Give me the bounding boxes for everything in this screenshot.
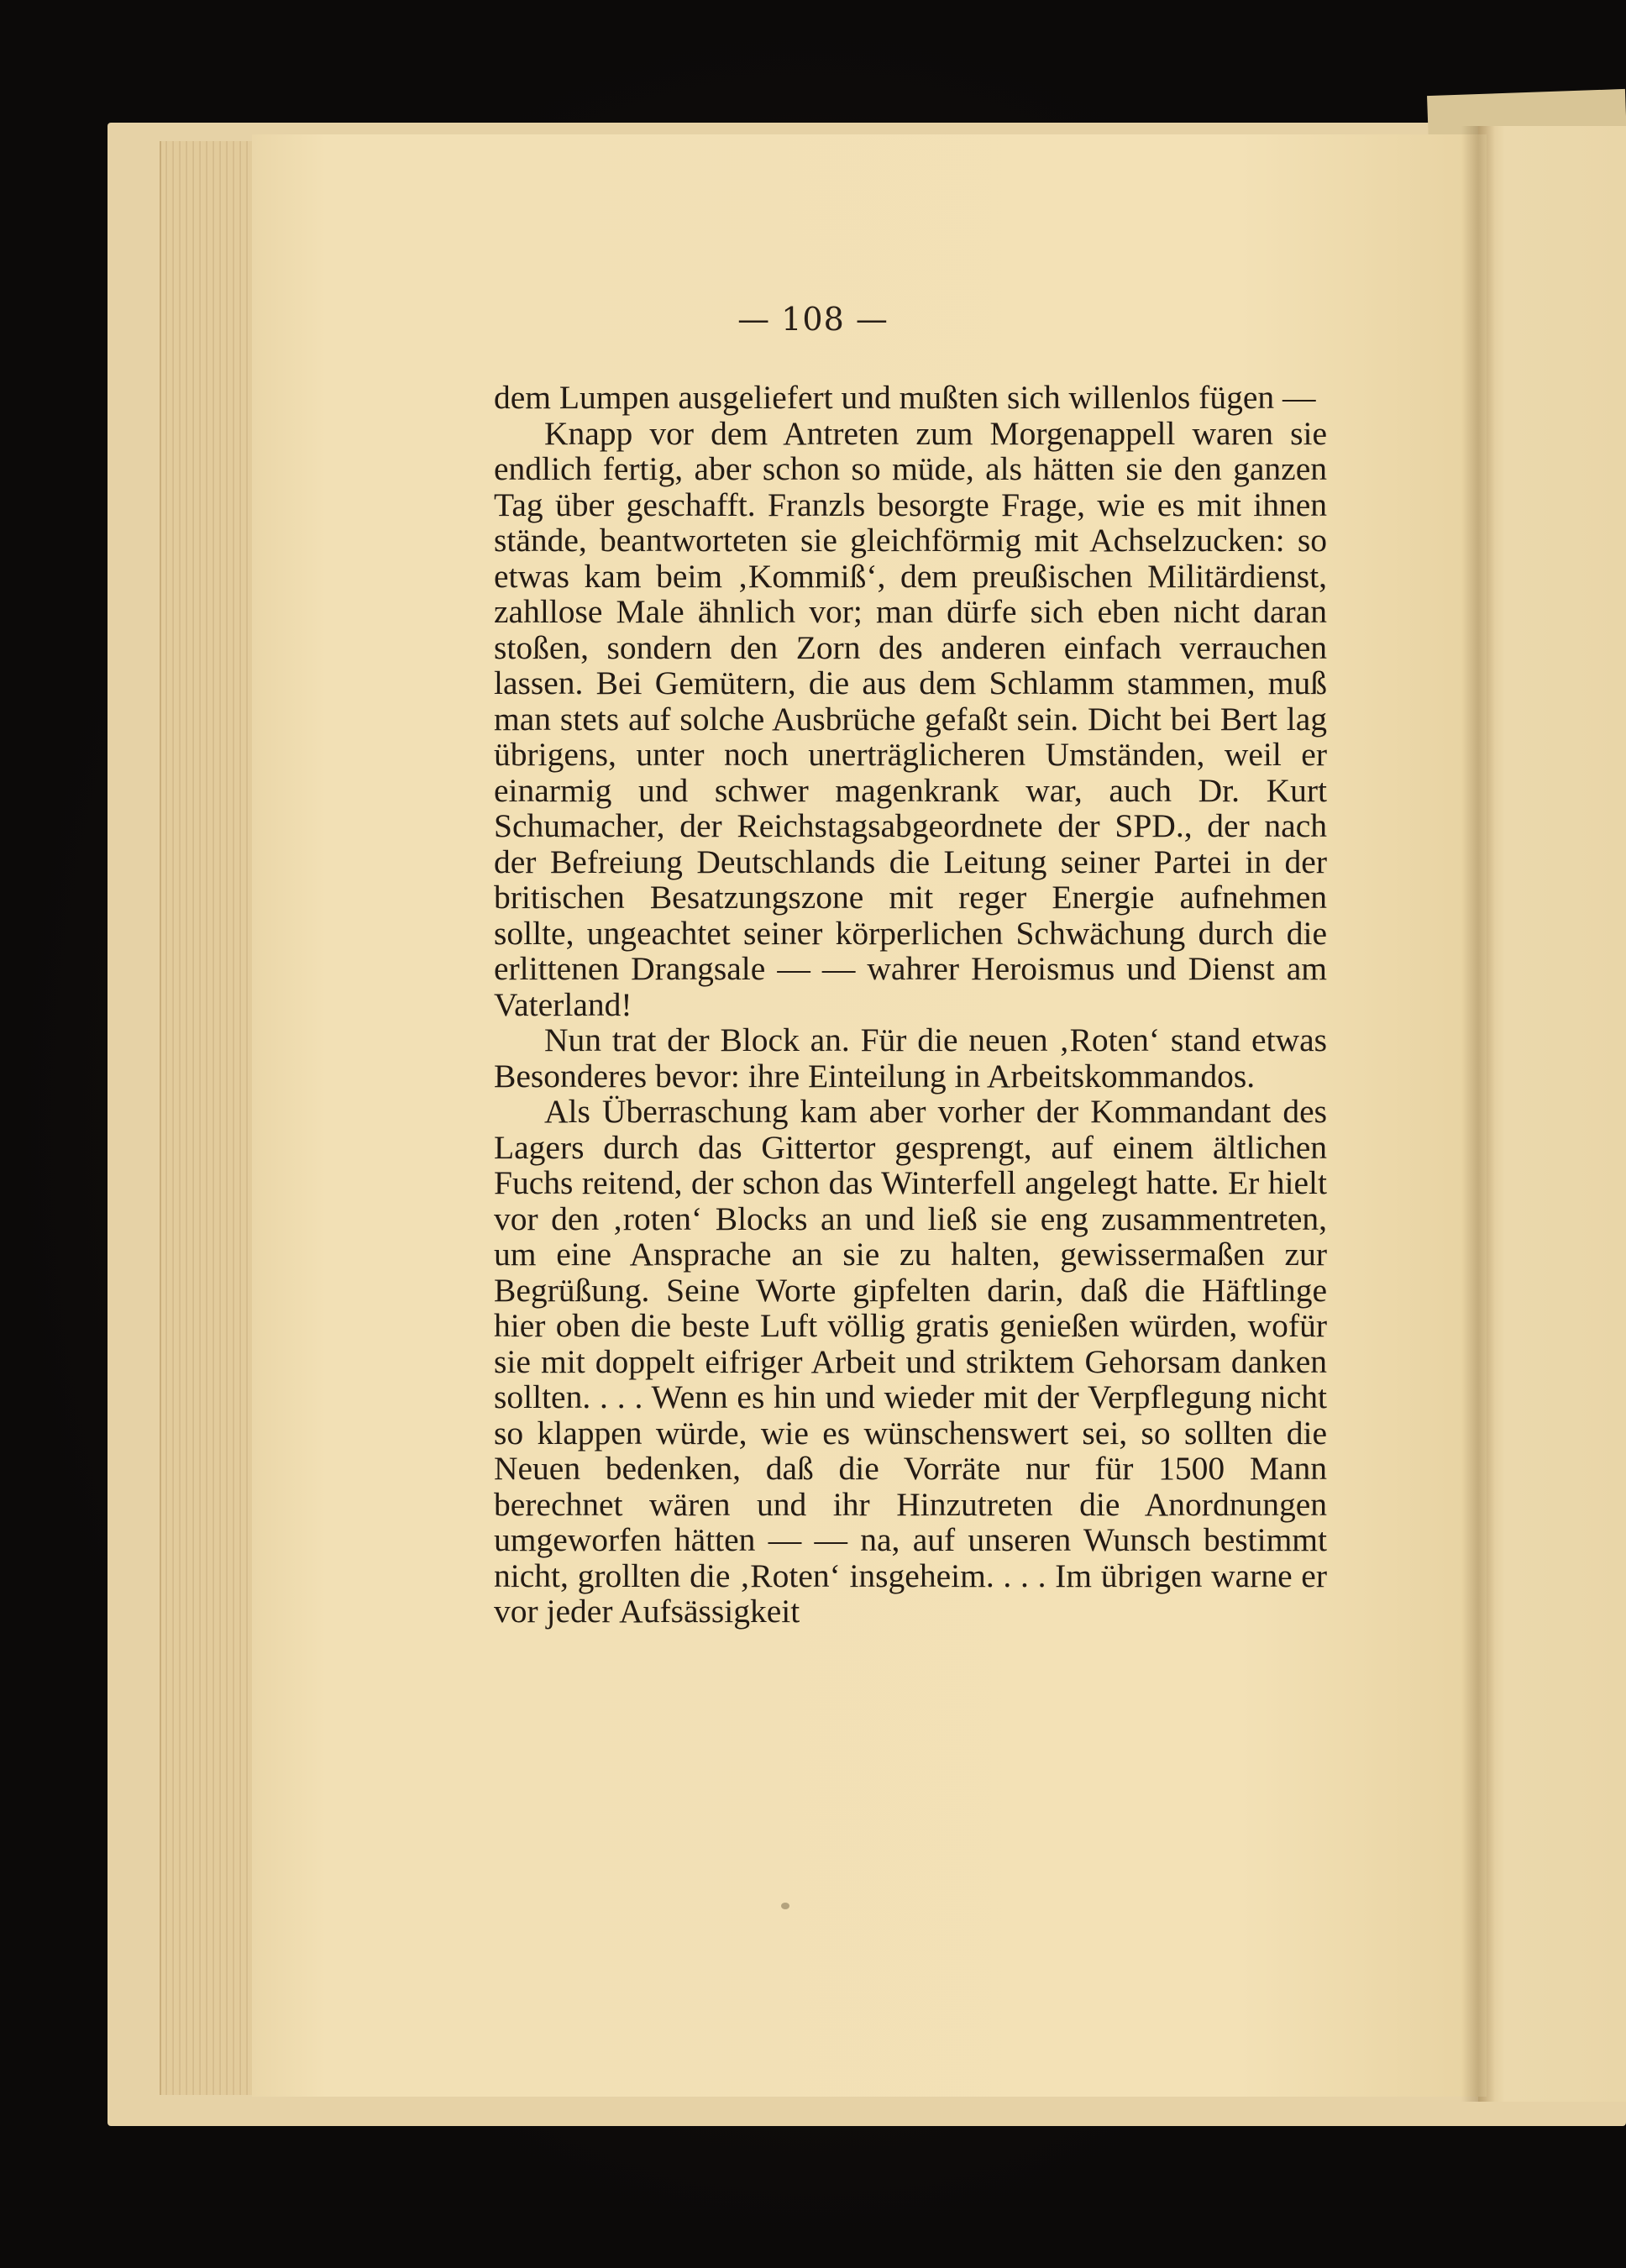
page-number: — 108 —	[737, 301, 889, 338]
paper-speck	[781, 1903, 789, 1909]
paragraph: Nun trat der Block an. Für die neuen ‚Roten‘ stand etwas Besonderes bevor: ihre Einteilung in Arbeitskommandos.	[494, 1021, 1327, 1095]
page-gutter	[1461, 126, 1495, 2102]
facing-page-edge	[1478, 126, 1626, 2102]
paragraph: Knapp vor dem Antreten zum Morgenappell waren sie endlich fertig, aber schon so müde, als hätten sie den ganzen Tag über geschafft. Franzls besorgte Frage, wie es mit ihnen stände, beantworteten sie gleichförmig mit Achselzucken: so etwas kam beim ‚Kommiß‘, dem preußischen Militärdienst, zahllose Male ähnlich vor; man dürfe sich eben nicht daran stoßen, sondern den Zorn des anderen einfach verrauchen lassen. Bei Gemütern, die aus dem Schlamm stammen, muß man stets auf solche Ausbrüche gefaßt sein. Dicht bei Bert lag übrigens, unter noch unerträglicheren Umständen, weil er einarmig und schwer magenkrank war, auch Dr. Kurt Schumacher, der Reichstagsabgeordnete der SPD., der nach der Befreiung Deutschlands die Leitung seiner Partei in der britischen Besatzungszone mit reger Energie aufnehmen sollte, ungeachtet seiner körperlichen Schwächung durch die erlittenen Drangsale — — wahrer Heroismus und Dienst am Vaterland!	[494, 414, 1327, 1023]
page-stack-edges	[160, 141, 262, 2095]
paragraph: Als Überraschung kam aber vorher der Kommandant des Lagers durch das Gittertor gesprengt, auf einem ältlichen Fuchs reitend, der schon das Winterfell angelegt hatte. Er hielt vor den ‚roten‘ Blocks an und ließ sie eng zusammentreten, um eine Ansprache an sie zu halten, gewissermaßen zur Begrüßung. Seine Worte gipfelten darin, daß die Häftlinge hier oben die beste Luft völlig gratis genießen würden, wofür sie mit doppelt eifriger Arbeit und striktem Gehorsam danken sollten. . . . Wenn es hin und wieder mit der Verpflegung nicht so klappen würde, wie es wünschenswert sei, so sollten die Neuen bedenken, daß die Vorräte nur für 1500 Mann berechnet wären und ihr Hinzutreten die Anordnungen umgeworfen hätten — — na, auf unseren Wunsch bestimmt nicht, grollten die ‚Roten‘ insgeheim. . . . Im übrigen warne er vor jeder Aufsässigkeit	[494, 1093, 1327, 1630]
paragraph: dem Lumpen ausgeliefert und mußten sich willenlos fügen —	[494, 379, 1316, 416]
page-text	[494, 380, 1327, 1630]
